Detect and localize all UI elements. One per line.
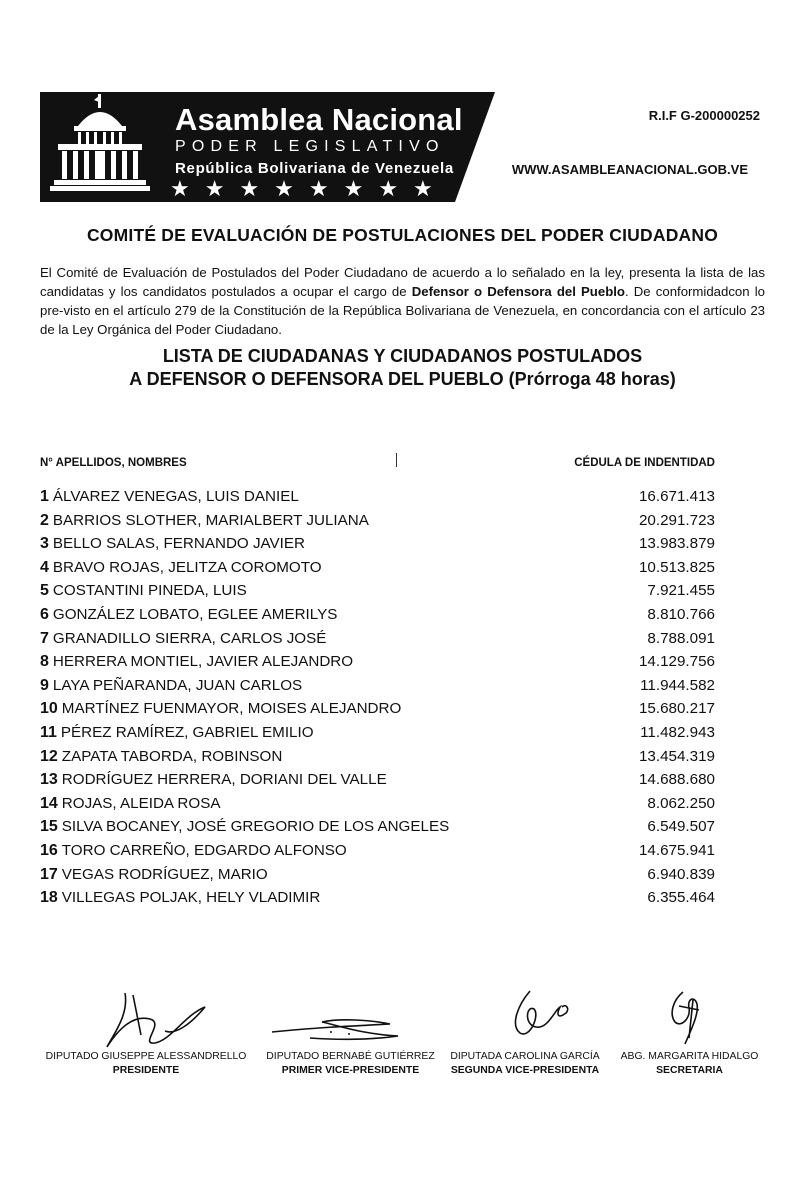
- candidate-id: 8.062.250: [647, 794, 715, 812]
- intro-text-1: El Comité de Evaluación de Postulados del Poder Ciudadano de acuerdo a lo señalado en la ley, presenta la lista de las candidatas y los candidatos postulados a ocupar el cargo de: [40, 265, 765, 299]
- candidate-id: 14.675.941: [638, 841, 715, 859]
- candidate-number: 14: [40, 794, 58, 812]
- candidate-name: VEGAS RODRÍGUEZ, MARIO: [61, 865, 268, 883]
- candidate-row: [40, 556, 715, 580]
- intro-paragraph: [40, 263, 765, 339]
- candidate-row: [40, 815, 715, 839]
- candidate-id: 6.355.464: [647, 889, 715, 907]
- candidate-name: VILLEGAS POLJAK, HELY VLADIMIR: [61, 889, 321, 907]
- candidate-list: [40, 485, 715, 910]
- candidate-number: 8: [40, 653, 49, 671]
- candidate-number: 6: [40, 605, 49, 623]
- candidate-name: SILVA BOCANEY, JOSÉ GREGORIO DE LOS ANGELES: [61, 818, 450, 836]
- list-title-suffix: (Prórroga 48 horas): [508, 369, 676, 389]
- signature-2-image: [270, 1010, 410, 1050]
- signatory-4-role: SECRETARIA: [656, 1065, 723, 1076]
- candidate-number: 9: [40, 676, 49, 694]
- candidate-row: [40, 674, 715, 698]
- candidate-id: 13.454.319: [638, 747, 715, 765]
- signatory-2-role: PRIMER VICE-PRESIDENTE: [281, 1065, 420, 1076]
- candidate-number: 5: [40, 582, 49, 600]
- signatory-2-name: DIPUTADO BERNABÉ GUTIÉRREZ: [266, 1051, 435, 1062]
- candidate-id: 11.944.582: [640, 676, 715, 694]
- candidate-number: 10: [40, 700, 58, 718]
- candidate-id: 14.688.680: [638, 771, 715, 789]
- intro-text-bold: Defensor o Defensora del Pueblo: [411, 284, 625, 299]
- candidate-name: TORO CARREÑO, EDGARDO ALFONSO: [61, 841, 347, 859]
- candidate-row: [40, 768, 715, 792]
- list-title-main: A DEFENSOR O DEFENSORA DEL PUEBLO: [129, 369, 504, 389]
- candidate-number: 15: [40, 818, 58, 836]
- candidate-id: 16.671.413: [638, 488, 715, 505]
- candidate-number: 4: [40, 558, 49, 576]
- candidate-name: GONZÁLEZ LOBATO, EGLEE AMERILYS: [52, 605, 338, 623]
- signatory-1-name: DIPUTADO GIUSEPPE ALESSANDRELLO: [45, 1051, 247, 1062]
- candidate-name: BARRIOS SLOTHER, MARIALBERT JULIANA: [52, 511, 369, 529]
- candidate-id: 8.810.766: [647, 605, 715, 623]
- candidate-row: [40, 697, 715, 721]
- candidate-name: MARTÍNEZ FUENMAYOR, MOISES ALEJANDRO: [61, 700, 402, 718]
- org-republic: República Bolivariana de Venezuela: [175, 160, 454, 177]
- org-subtitle: PODER LEGISLATIVO: [175, 138, 445, 155]
- candidate-number: 11: [40, 723, 57, 741]
- candidate-id: 13.983.879: [638, 535, 715, 553]
- candidate-row: [40, 627, 715, 651]
- committee-title: COMITÉ DE EVALUACIÓN DE POSTULACIONES DEL PODER CIUDADANO: [86, 225, 719, 245]
- candidate-name: BELLO SALAS, FERNANDO JAVIER: [52, 535, 305, 553]
- candidate-id: 6.549.507: [647, 818, 715, 836]
- candidate-id: 20.291.723: [638, 511, 715, 529]
- candidate-id: 15.680.217: [638, 700, 715, 718]
- candidate-name: COSTANTINI PINEDA, LUIS: [52, 582, 247, 600]
- name-column-header: N° APELLIDOS, NOMBRES: [40, 457, 187, 469]
- signature-3-image: [500, 985, 580, 1045]
- candidate-name: GRANADILLO SIERRA, CARLOS JOSÉ: [52, 629, 327, 647]
- candidate-number: 17: [40, 865, 58, 883]
- signatory-4-name: ABG. MARGARITA HIDALGO: [620, 1051, 759, 1062]
- candidate-row: [40, 485, 715, 509]
- candidate-row: [40, 650, 715, 674]
- candidate-id: 10.513.825: [638, 558, 715, 576]
- candidate-id: 14.129.756: [638, 653, 715, 671]
- org-name: Asamblea Nacional: [175, 102, 463, 137]
- candidate-name: BRAVO ROJAS, JELITZA COROMOTO: [52, 558, 322, 576]
- candidate-number: 2: [40, 511, 49, 529]
- candidate-row: [40, 792, 715, 816]
- candidate-number: 7: [40, 629, 49, 647]
- signatory-3-role: SEGUNDA VICE-PRESIDENTA: [450, 1065, 600, 1076]
- rif-number: R.I.F G-200000252: [648, 108, 760, 123]
- candidate-id: 6.940.839: [647, 865, 715, 883]
- candidate-name: RODRÍGUEZ HERRERA, DORIANI DEL VALLE: [61, 771, 387, 789]
- candidate-number: 3: [40, 535, 49, 553]
- signature-1-image: [95, 985, 225, 1055]
- candidate-number: 16: [40, 841, 58, 859]
- candidate-number: 13: [40, 771, 58, 789]
- candidate-name: LAYA PEÑARANDA, JUAN CARLOS: [52, 676, 303, 694]
- stars-row: ★★★★★★★★: [170, 176, 448, 201]
- candidate-row: [40, 863, 715, 887]
- signatory-1: [40, 1050, 252, 1078]
- column-divider: [396, 453, 397, 467]
- candidate-number: 18: [40, 889, 58, 907]
- intro-text-2: . De conformidadcon lo pre-visto en el artículo 279 de la Constitución de la República Bolivariana de Venezuela, en concordancia con el artículo 23 de la Ley Orgánica del Poder Ciudadano.: [40, 284, 765, 337]
- candidate-id: 7.921.455: [647, 582, 715, 600]
- candidate-name: HERRERA MONTIEL, JAVIER ALEJANDRO: [52, 653, 354, 671]
- candidate-id: 11.482.943: [640, 723, 715, 741]
- candidate-number: 12: [40, 747, 58, 765]
- candidate-row: [40, 603, 715, 627]
- website-link[interactable]: WWW.ASAMBLEANACIONAL.GOB.VE: [511, 162, 748, 177]
- signatory-2: [258, 1050, 443, 1078]
- list-title-line-2: [0, 369, 805, 390]
- candidate-row: [40, 839, 715, 863]
- candidate-row: [40, 721, 715, 745]
- signatory-3: [440, 1050, 610, 1078]
- candidate-name: PÉREZ RAMÍREZ, GABRIEL EMILIO: [60, 723, 314, 741]
- candidate-row: [40, 509, 715, 533]
- candidate-row: [40, 886, 715, 910]
- candidate-row: [40, 745, 715, 769]
- candidate-row: [40, 579, 715, 603]
- signatory-1-role: PRESIDENTE: [112, 1065, 180, 1076]
- list-title-line-1: LISTA DE CIUDADANAS Y CIUDADANOS POSTULADOS: [162, 346, 643, 366]
- candidate-name: ZAPATA TABORDA, ROBINSON: [61, 747, 283, 765]
- id-column-header: CÉDULA DE INDENTIDAD: [574, 457, 715, 469]
- candidate-name: ROJAS, ALEIDA ROSA: [61, 794, 221, 812]
- signature-4-image: [655, 988, 715, 1050]
- candidate-id: 8.788.091: [647, 629, 715, 647]
- candidate-number: 1: [40, 488, 49, 505]
- candidate-row: [40, 532, 715, 556]
- signatory-3-name: DIPUTADA CAROLINA GARCÍA: [450, 1051, 600, 1062]
- candidate-name: ÁLVAREZ VENEGAS, LUIS DANIEL: [52, 488, 299, 505]
- signatory-4: [612, 1050, 767, 1078]
